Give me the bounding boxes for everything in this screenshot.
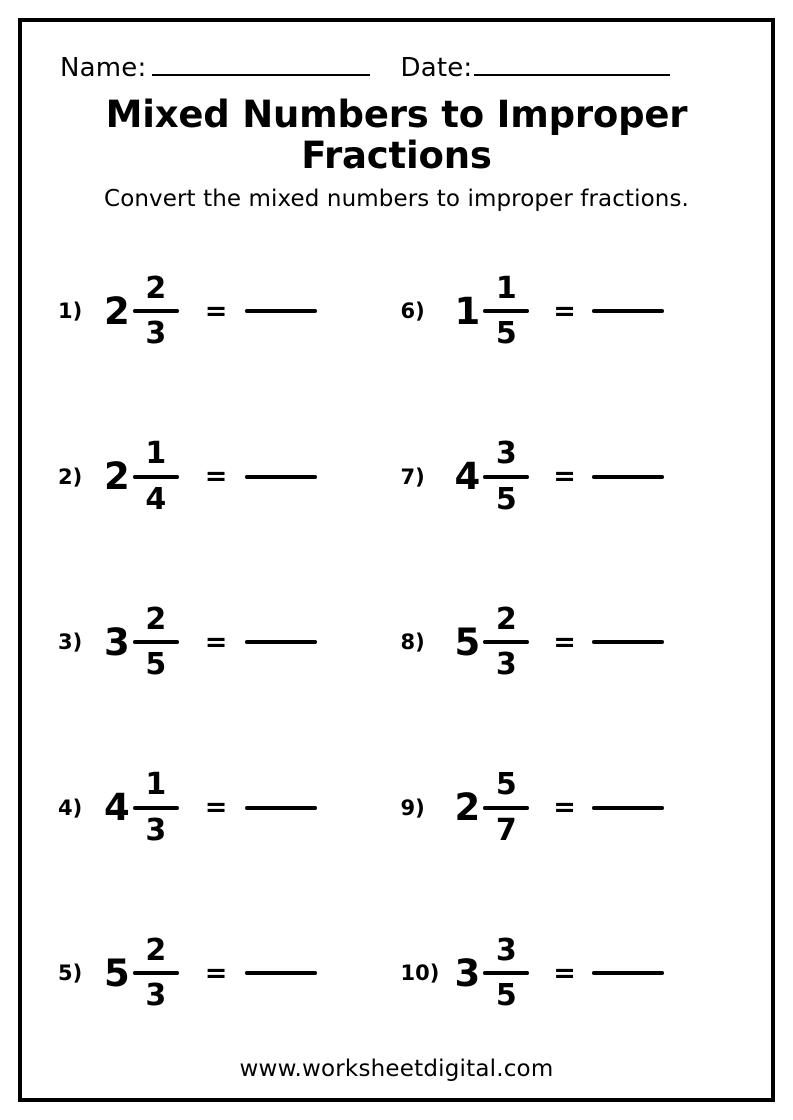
- fraction: [483, 932, 529, 1014]
- fraction: [133, 601, 179, 683]
- problem-item: [52, 890, 397, 1056]
- numerator: 5: [495, 767, 517, 803]
- answer-blank[interactable]: [245, 806, 317, 810]
- problem-number: 5): [58, 961, 83, 986]
- mixed-number: [454, 932, 530, 1014]
- fraction: [133, 270, 179, 352]
- mixed-number: [455, 769, 530, 846]
- fraction-bar: [133, 309, 179, 313]
- whole-number: 4: [454, 455, 481, 499]
- problem-item: [397, 890, 742, 1056]
- fraction-bar: [483, 309, 529, 313]
- answer-blank[interactable]: [592, 971, 664, 975]
- problem-number: 1): [58, 299, 83, 324]
- whole-number: 2: [454, 786, 481, 830]
- equals-sign: =: [204, 957, 228, 989]
- problem-number: 3): [58, 630, 83, 655]
- name-input-line[interactable]: [152, 50, 370, 76]
- problem-item: [52, 394, 397, 560]
- fraction-bar: [483, 971, 529, 975]
- numerator: 2: [145, 270, 167, 306]
- denominator: 5: [495, 316, 517, 352]
- fraction-bar: [483, 640, 529, 644]
- problem-number: 2): [58, 464, 83, 489]
- worksheet-border: [18, 18, 775, 1102]
- mixed-number: [104, 769, 179, 846]
- numerator: 1: [145, 767, 167, 803]
- whole-number: 2: [104, 455, 130, 499]
- denominator: 3: [145, 812, 167, 848]
- fraction-bar: [483, 475, 529, 479]
- name-label: Name:: [60, 53, 147, 83]
- whole-number: 3: [104, 620, 130, 664]
- denominator: 5: [495, 978, 517, 1014]
- equals-sign: =: [553, 295, 576, 327]
- fraction-bar: [133, 475, 179, 479]
- date-label: Date:: [400, 53, 473, 83]
- mixed-number: [104, 270, 179, 352]
- whole-number: 5: [104, 951, 130, 995]
- problem-number: 6): [400, 299, 425, 324]
- whole-number: 1: [454, 289, 481, 333]
- numerator: 2: [145, 932, 167, 968]
- equals-sign: =: [204, 295, 228, 327]
- answer-blank[interactable]: [245, 640, 317, 644]
- fraction-bar: [133, 640, 179, 644]
- denominator: 3: [495, 647, 517, 683]
- denominator: 7: [495, 812, 517, 848]
- name-date-row: [52, 44, 741, 83]
- denominator: 5: [495, 481, 517, 517]
- fraction: [133, 932, 179, 1014]
- denominator: 5: [145, 647, 167, 683]
- whole-number: 3: [454, 951, 481, 995]
- fraction-bar: [483, 806, 529, 810]
- answer-blank[interactable]: [592, 806, 664, 810]
- equals-sign: =: [553, 792, 576, 824]
- fraction: [483, 769, 529, 846]
- equals-sign: =: [553, 957, 576, 989]
- whole-number: 4: [104, 786, 130, 830]
- numerator: 1: [145, 436, 167, 472]
- date-input-line[interactable]: [474, 50, 670, 76]
- answer-blank[interactable]: [245, 971, 317, 975]
- fraction-bar: [133, 971, 179, 975]
- problem-number: 7): [400, 464, 425, 489]
- denominator: 3: [145, 316, 167, 352]
- fraction: [483, 270, 529, 352]
- answer-blank[interactable]: [245, 475, 317, 479]
- equals-sign: =: [204, 626, 228, 658]
- problems-grid: [52, 228, 741, 1056]
- answer-blank[interactable]: [592, 475, 664, 479]
- numerator: 3: [495, 436, 517, 472]
- numerator: 3: [495, 932, 517, 968]
- problem-item: [397, 394, 742, 560]
- fraction: [483, 601, 529, 683]
- instructions: Convert the mixed numbers to improper fractions.: [104, 186, 689, 213]
- equals-sign: =: [553, 626, 576, 658]
- footer-website: www.worksheetdigital.com: [239, 1056, 554, 1082]
- problem-number: 8): [400, 630, 425, 655]
- numerator: 1: [495, 270, 517, 306]
- mixed-number: [104, 932, 179, 1014]
- problem-item: [397, 725, 742, 891]
- answer-blank[interactable]: [592, 640, 664, 644]
- equals-sign: =: [204, 792, 228, 824]
- problem-number: 4): [58, 795, 83, 820]
- problem-number: 10): [400, 961, 440, 986]
- whole-number: 5: [454, 620, 481, 664]
- equals-sign: =: [553, 461, 576, 493]
- problem-item: [52, 559, 397, 725]
- numerator: 2: [145, 601, 167, 637]
- answer-blank[interactable]: [245, 309, 317, 313]
- equals-sign: =: [204, 461, 228, 493]
- denominator: 3: [145, 978, 167, 1014]
- whole-number: 2: [104, 289, 130, 333]
- problem-item: [397, 559, 742, 725]
- page-title: Mixed Numbers to Improper Fractions: [105, 93, 688, 177]
- problem-item: [52, 228, 397, 394]
- fraction: [133, 769, 179, 846]
- denominator: 4: [145, 481, 167, 517]
- problem-item: [397, 228, 742, 394]
- mixed-number: [455, 438, 530, 515]
- mixed-number: [454, 601, 530, 683]
- fraction: [483, 438, 529, 515]
- fraction: [133, 438, 179, 515]
- answer-blank[interactable]: [592, 309, 664, 313]
- problem-item: [52, 725, 397, 891]
- problem-number: 9): [400, 795, 425, 820]
- mixed-number: [104, 601, 179, 683]
- numerator: 2: [495, 601, 517, 637]
- mixed-number: [104, 438, 179, 515]
- mixed-number: [454, 270, 530, 352]
- fraction-bar: [133, 806, 179, 810]
